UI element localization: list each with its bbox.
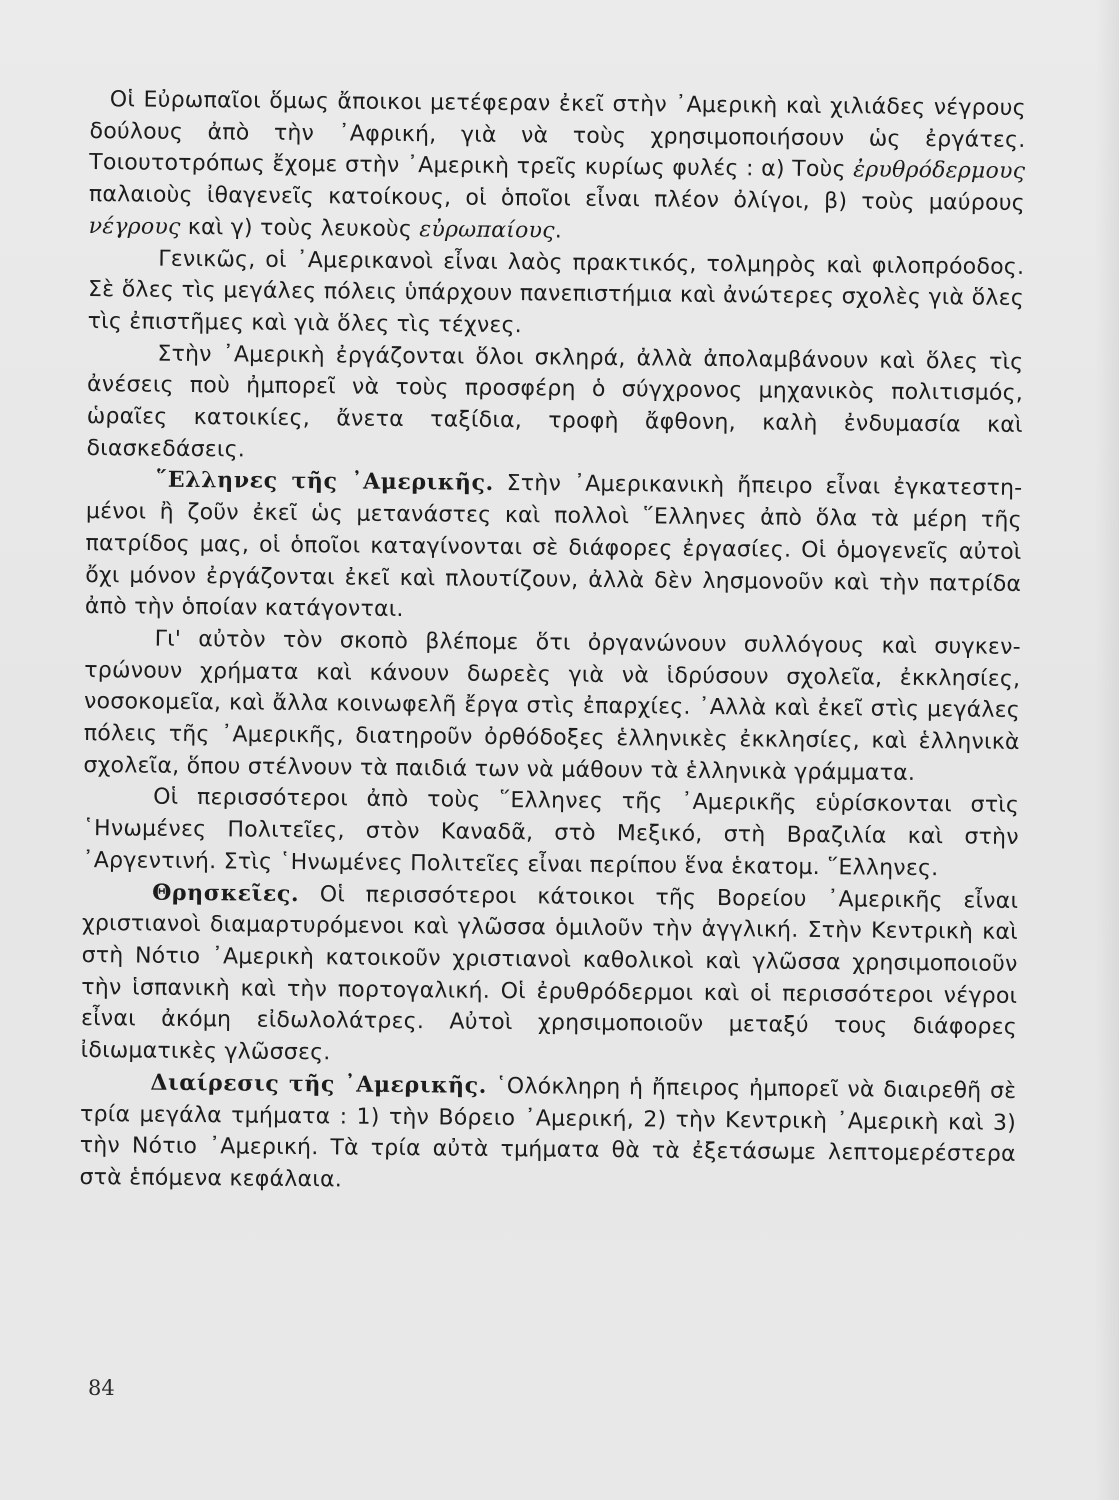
text-run: Οἱ περισσότεροι κάτοικοι τῆς Βορείου ᾿Αμερικῆς εἶναι χριστιανοὶ διαμαρτυρόμενοι καὶ γλῶσσα ὁμιλοῦν τὴν ἀγγλική. Στὴν Κεντρικὴ καὶ στὴ Νότιο ᾿Αμερικὴ κατοικοῦν χριστιανοὶ καθολικοὶ καὶ γλῶσσα χρησιμοποιοῦν τὴν ἱσπανικὴ καὶ τὴν πορτογαλική. Οἱ ἐρυθρόδερμοι καὶ οἱ περισσότεροι νέγροι εἶναι ἀκόμη εἰδωλολάτρες. Αὐτοὶ χρησιμοποιοῦν μεταξύ τους διάφορες ἰδιωματικὲς γλῶσσες. — [80, 881, 1019, 1066]
text-run: παλαιοὺς ἰθαγενεῖς κατοίκους, οἱ ὁποῖοι εἶναι πλέον ὀλίγοι, β) τοὺς μαύρους — [88, 182, 1026, 217]
body-text — [79, 84, 1026, 1203]
section-heading: ῞Ελληνες τῆς ᾿Αμερικῆς. — [156, 467, 494, 497]
section-heading: Θρησκεῖες. — [152, 879, 300, 907]
paragraph-european-settlers — [88, 84, 1025, 251]
paragraph-religions — [81, 877, 1019, 1076]
text-run: ῾Ολόκληρη ἡ ἤπειρος ἠμπορεῖ νὰ διαιρεθῆ σὲ τρία μεγάλα τμήματα : 1) τὴν Βόρειο ᾿Αμερική, 2) τὴν Κεντρικὴ ᾿Αμερικὴ καὶ 3) τὴν Νότιο ᾿Αμερική. Τὰ τρία αὐτὰ τμήματα θὰ τὰ ἐξετάσωμε λεπτομερέστερα στὰ ἑπόμενα κεφάλαια. — [79, 1073, 1017, 1193]
page-edge-shadow — [1095, 0, 1119, 1500]
italic-term: ἐρυθρόδερμους — [853, 157, 1026, 185]
paragraph-greek-locations: Οἱ περισσότεροι ἀπὸ τοὺς ῞Ελληνες τῆς ᾿Αμερικῆς εὑρίσκονται στὶς ῾Ηνωμένες Πολιτεῖες, στὸν Καναδᾶ, στὸ Μεξικό, στὴ Βραζιλία καὶ στὴν ᾿Αργεντινή. Στὶς ῾Ηνωμένες Πολιτεῖες εἶναι περίπου ἕνα ἑκατομ. ῞Ελληνες. — [82, 785, 1020, 882]
italic-term: εὐρωπαίους — [419, 216, 555, 244]
text-run: καὶ γ) τοὺς λευκοὺς — [180, 214, 420, 242]
paragraph-associations: Γι' αὐτὸν τὸν σκοπὸ βλέπομε ὅτι ὀργανώνουν συλλόγους καὶ συγκεντρώνουν χρήματα καὶ κάνουν δωρεὲς γιὰ νὰ ἱδρύσουν σχολεῖα, ἐκκλησίες, νοσοκομεῖα, καὶ ἄλλα κοινωφελῆ ἔργα στὶς ἐπαρχίες. ᾿Αλλὰ καὶ ἐκεῖ στὶς μεγάλες πόλεις τῆς ᾿Αμερικῆς, διατηροῦν ὀρθόδοξες ἑλληνικὲς ἐκκλησίες, καὶ ἑλληνικὰ σχολεῖα, ὅπου στέλνουν τὰ παιδιά των νὰ μάθουν τὰ ἑλληνικὰ γράμματα. — [83, 626, 1021, 786]
paragraph-work-and-comfort: Στὴν ᾿Αμερικὴ ἐργάζονται ὅλοι σκληρά, ἀλλὰ ἀπολαμβάνουν καὶ ὅλες τὶς ἀνέσεις ποὺ ἠμπορεῖ νὰ τοὺς προσφέρη ὁ σύγχρονος μηχανικὸς πολιτισμός, ὡραῖες κατοικίες, ἄνετα ταξίδια, τροφὴ ἄφθονη, καλὴ ἐνδυμασία καὶ διασκεδάσεις. — [86, 341, 1024, 463]
page-number: 84 — [88, 1376, 115, 1400]
paragraph-greeks-of-america — [85, 464, 1022, 631]
text-run: Στὴν ᾿Αμερικανικὴ ἤπειρο εἶναι ἐγκατεστημένοι ἢ ζοῦν ἐκεῖ ὡς μετανάστες καὶ πολλοὶ ῞Ελληνες ἀπὸ ὅλα τὰ μέρη τῆς πατρίδος μας, οἱ ὁποῖοι καταγίνονται σὲ διάφορες ἐργασίες. Οἱ ὁμογενεῖς αὐτοὶ ὄχι μόνον ἐργάζονται ἐκεῖ καὶ πλουτίζουν, ἀλλὰ δὲν λησμονοῦν καὶ τὴν πατρίδα ἀπὸ τὴν ὁποίαν κατάγονται. — [84, 471, 1023, 623]
section-heading: Διαίρεσις τῆς ᾿Αμερικῆς. — [150, 1069, 488, 1099]
paragraph-division-of-america — [79, 1067, 1016, 1203]
text-run: . — [554, 218, 563, 244]
paragraph-americans-general: Γενικῶς, οἱ ᾿Αμερικανοὶ εἶναι λαὸς πρακτικός, τολμηρὸς καὶ φιλοπρόοδος. Σὲ ὅλες τὶς μεγάλες πόλεις ὑπάρχουν πανεπιστήμια καὶ ἀνώτερες σχολὲς γιὰ ὅλες τὶς ἐπιστῆμες καὶ γιὰ ὅλες τὶς τέχνες. — [87, 246, 1025, 339]
text-run: Οἱ Εὐρωπαῖοι ὅμως ἄποικοι μετέφεραν ἐκεῖ στὴν ᾿Αμερικὴ καὶ χιλιάδες νέγρους δούλους ἀπὸ τὴν ᾿Αφρική, γιὰ νὰ τοὺς χρησιμοποιήσουν ὡς ἐργάτες. Τοιουτοτρόπως ἔχομε στὴν ᾿Αμερικὴ τρεῖς κυρίως φυλές : α) Τοὺς — [89, 87, 1026, 183]
italic-term: νέγρους — [88, 213, 181, 240]
